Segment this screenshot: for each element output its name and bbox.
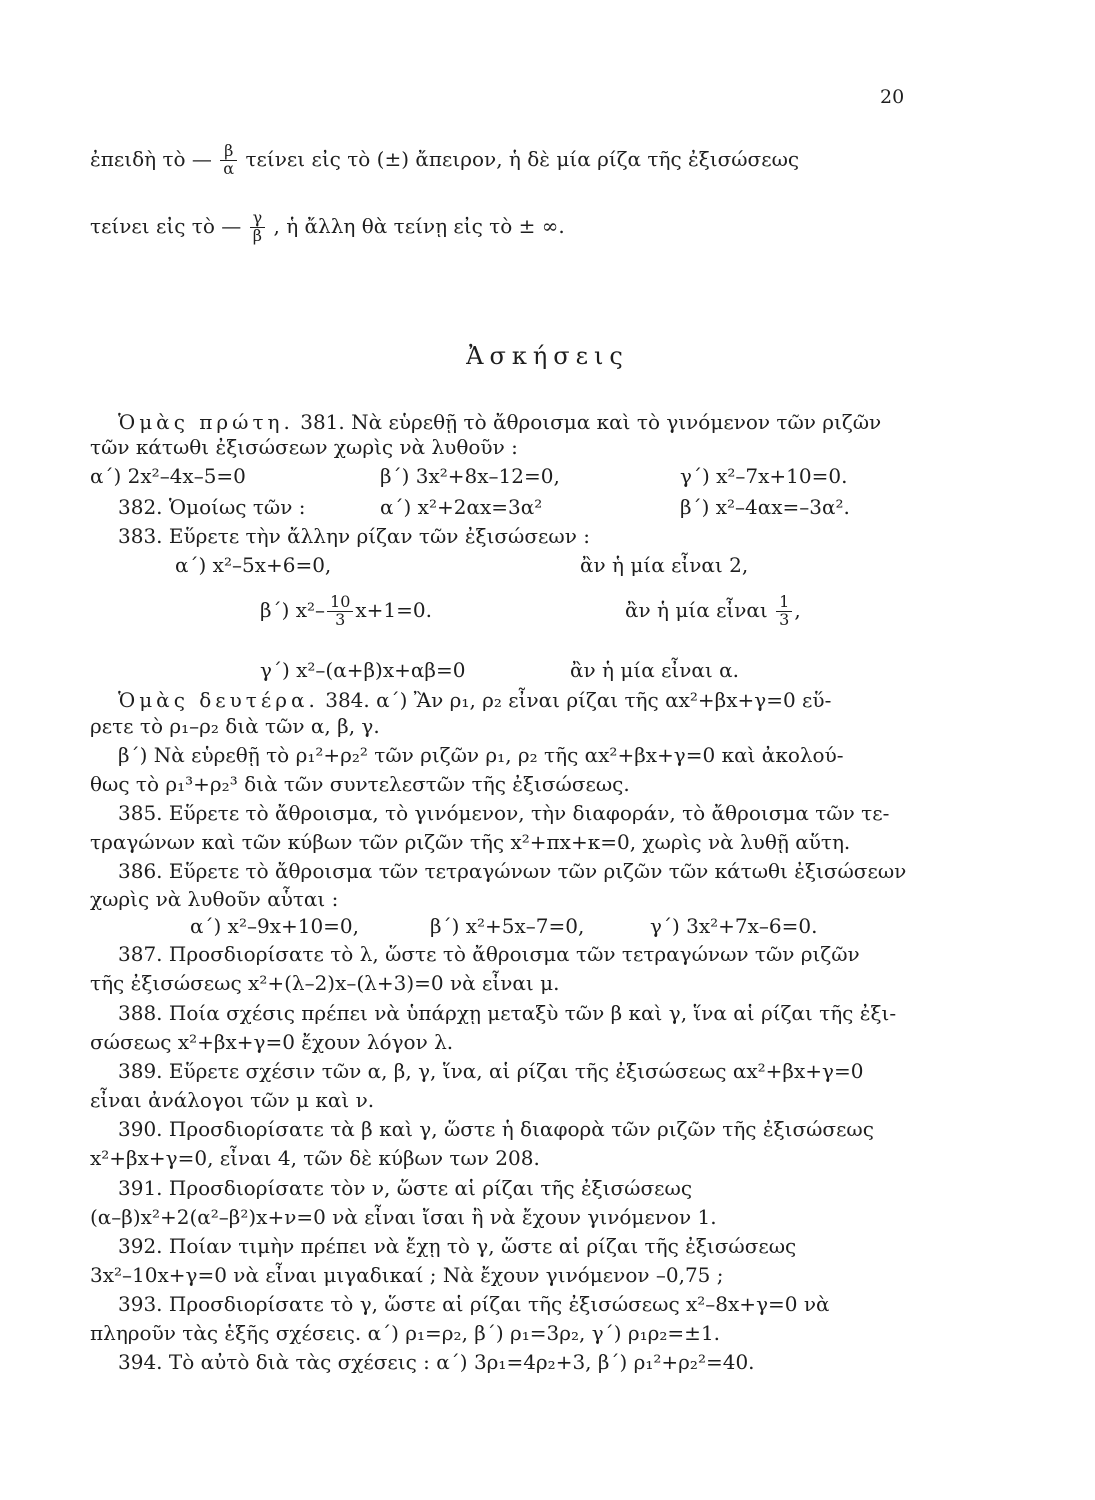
- exercise-line: σώσεως x²+βx+γ=0 ἔχουν λόγον λ.: [90, 1030, 454, 1054]
- equation: α΄) 2x²–4x–5=0: [90, 464, 246, 488]
- exercise-text: 384. α΄) Ἂν ρ₁, ρ₂ εἶναι ρίζαι τῆς αx²+βx+γ=0 εὕ-: [325, 688, 832, 712]
- section-heading: Ἀσκήσεις: [466, 342, 629, 370]
- exercise-line: τῆς ἐξισώσεως x²+(λ–2)x–(λ+3)=0 νὰ εἶναι μ.: [90, 971, 560, 995]
- exercise-line: χωρὶς νὰ λυθοῦν αὗται :: [90, 887, 339, 911]
- equation: α΄) x²–9x+10=0,: [190, 914, 360, 938]
- exercise-line: εἶναι ἀνάλογοι τῶν μ καὶ ν.: [90, 1088, 375, 1112]
- equation: α΄) x²–5x+6=0,: [175, 553, 332, 577]
- fraction: $\frac{1}{3}$: [776, 594, 792, 629]
- exercise-387: 387. Προσδιορίσατε τὸ λ, ὥστε τὸ ἄθροισμα τῶν τετραγώνων τῶν ριζῶν: [118, 942, 860, 966]
- intro-line-2: [90, 210, 565, 245]
- exercise-386: 386. Εὕρετε τὸ ἄθροισμα τῶν τετραγώνων τῶν ριζῶν τῶν κάτωθι ἐξισώσεων: [118, 859, 907, 883]
- exercise-383: 383. Εὕρετε τὴν ἄλλην ρίζαν τῶν ἐξισώσεων :: [118, 524, 590, 548]
- equation: γ΄) x²–(α+β)x+αβ=0: [260, 658, 466, 682]
- exercise-line: ρετε τὸ ρ₁–ρ₂ διὰ τῶν α, β, γ.: [90, 714, 380, 738]
- condition: ἂν ἡ μία εἶναι $\frac{1}{3}$ ,: [625, 592, 801, 629]
- equation: γ΄) x²–7x+10=0.: [680, 464, 848, 488]
- exercise-394: 394. Τὸ αὐτὸ διὰ τὰς σχέσεις : α΄) 3ρ₁=4ρ₂+3, β΄) ρ₁²+ρ₂²=40.: [118, 1350, 755, 1374]
- exercise-line: θως τὸ ρ₁³+ρ₂³ διὰ τῶν συντελεστῶν τῆς ἐξισώσεως.: [90, 772, 630, 796]
- exercise-text: 381. Νὰ εὑρεθῇ τὸ ἄθροισμα καὶ τὸ γινόμενον τῶν ριζῶν: [300, 410, 882, 434]
- condition: ἂν ἡ μία εἶναι α.: [570, 658, 739, 682]
- intro-text: ἐπειδὴ τὸ —: [90, 146, 212, 171]
- equation: β΄) x²+5x–7=0,: [430, 914, 585, 938]
- equation: β΄) x²–4αx=–3α².: [680, 495, 850, 519]
- exercise-388: 388. Ποία σχέσις πρέπει νὰ ὑπάρχῃ μεταξὺ τῶν β καὶ γ, ἵνα αἱ ρίζαι τῆς ἐξι-: [118, 1001, 897, 1025]
- exercise-393: 393. Προσδιορίσατε τὸ γ, ὥστε αἱ ρίζαι τῆς ἐξισώσεως x²–8x+γ=0 νὰ: [118, 1292, 830, 1316]
- equation-with-fraction: β΄) x²– $\frac{10}{3}$ x+1=0.: [260, 592, 432, 629]
- intro-line-1: [90, 143, 799, 178]
- equation: α΄) x²+2αx=3α²: [380, 495, 543, 519]
- exercise-line: τῶν κάτωθι ἐξισώσεων χωρὶς νὰ λυθοῦν :: [90, 435, 518, 459]
- group-label: Ὁμὰς πρώτη.: [118, 410, 294, 434]
- exercise-385: 385. Εὕρετε τὸ ἄθροισμα, τὸ γινόμενον, τὴν διαφοράν, τὸ ἄθροισμα τῶν τε-: [118, 801, 890, 825]
- intro-text: τείνει εἰς τὸ (±) ἄπειρον, ἡ δὲ μία ρίζα τῆς ἐξισώσεως: [245, 146, 800, 171]
- intro-text: , ἡ ἄλλη θὰ τείνῃ εἰς τὸ ± ∞.: [273, 213, 565, 238]
- exercise-390: 390. Προσδιορίσατε τὰ β καὶ γ, ὥστε ἡ διαφορὰ τῶν ριζῶν τῆς ἐξισώσεως: [118, 1117, 874, 1141]
- exercise-line: 3x²–10x+γ=0 νὰ εἶναι μιγαδικαί ; Νὰ ἔχουν γινόμενον –0,75 ;: [90, 1263, 724, 1287]
- page-number: 20: [880, 86, 905, 108]
- exercise-389: 389. Εὕρετε σχέσιν τῶν α, β, γ, ἵνα, αἱ ρίζαι τῆς ἐξισώσεως αx²+βx+γ=0: [118, 1059, 864, 1083]
- fraction: $\frac{10}{3}$: [327, 594, 353, 629]
- intro-text: τείνει εἰς τὸ —: [90, 213, 242, 238]
- group-label: Ὁμὰς δευτέρα.: [118, 688, 319, 712]
- equation: γ΄) 3x²+7x–6=0.: [650, 914, 818, 938]
- exercise-line: (α–β)x²+2(α²–β²)x+ν=0 νὰ εἶναι ἴσαι ἢ νὰ ἔχουν γινόμενον 1.: [90, 1205, 717, 1229]
- condition: ἂν ἡ μία εἶναι 2,: [580, 553, 749, 577]
- exercise-381: [118, 410, 881, 434]
- exercise-382: 382. Ὁμοίως τῶν :: [118, 495, 306, 519]
- exercise-line: β΄) Νὰ εὑρεθῇ τὸ ρ₁²+ρ₂² τῶν ριζῶν ρ₁, ρ₂ τῆς αx²+βx+γ=0 καὶ ἀκολού-: [118, 743, 844, 767]
- fraction: $\frac{\beta}{\alpha}$: [220, 143, 237, 178]
- exercise-line: πληροῦν τὰς ἑξῆς σχέσεις. α΄) ρ₁=ρ₂, β΄) ρ₁=3ρ₂, γ΄) ρ₁ρ₂=±1.: [90, 1321, 721, 1345]
- equation: β΄) 3x²+8x–12=0,: [380, 464, 560, 488]
- exercise-line: x²+βx+γ=0, εἶναι 4, τῶν δὲ κύβων των 208.: [90, 1146, 540, 1170]
- exercise-391: 391. Προσδιορίσατε τὸν ν, ὥστε αἱ ρίζαι τῆς ἐξισώσεως: [118, 1176, 693, 1200]
- exercise-line: τραγώνων καὶ τῶν κύβων τῶν ριζῶν τῆς x²+πx+κ=0, χωρὶς νὰ λυθῇ αὕτη.: [90, 830, 851, 854]
- exercise-392: 392. Ποίαν τιμὴν πρέπει νὰ ἔχῃ τὸ γ, ὥστε αἱ ρίζαι τῆς ἐξισώσεως: [118, 1234, 797, 1258]
- exercise-384: [118, 688, 831, 712]
- fraction: $\frac{\gamma}{\beta}$: [250, 210, 266, 245]
